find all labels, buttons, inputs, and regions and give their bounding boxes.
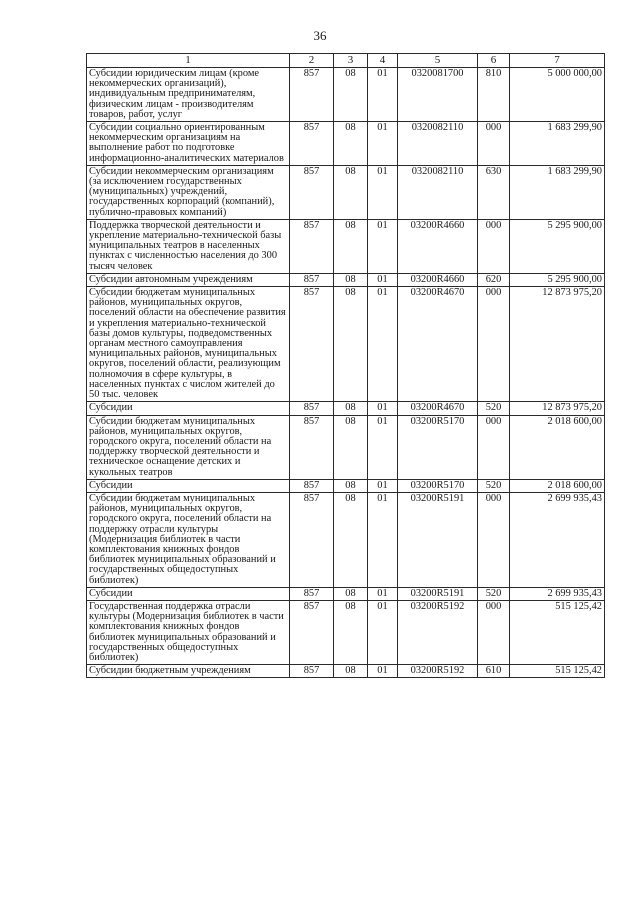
- code-subsection: 01: [368, 122, 398, 166]
- code-section: 08: [334, 165, 368, 219]
- column-header: 4: [368, 54, 398, 68]
- amount: 1 683 299,90: [510, 122, 605, 166]
- code-target: 03200R4660: [398, 273, 478, 286]
- code-expense-type: 000: [478, 492, 510, 587]
- code-expense-type: 520: [478, 587, 510, 600]
- code-subsection: 01: [368, 492, 398, 587]
- code-target: 0320082110: [398, 165, 478, 219]
- code-section: 08: [334, 287, 368, 402]
- code-section: 08: [334, 68, 368, 122]
- amount: 2 018 600,00: [510, 415, 605, 479]
- code-subsection: 01: [368, 402, 398, 415]
- code-ministry: 857: [290, 600, 334, 664]
- code-subsection: 01: [368, 219, 398, 273]
- amount: 5 000 000,00: [510, 68, 605, 122]
- table-row: [87, 122, 605, 166]
- code-section: 08: [334, 273, 368, 286]
- table-row: [87, 665, 605, 678]
- row-name: Субсидии бюджетным учреждениям: [87, 665, 290, 678]
- code-section: 08: [334, 665, 368, 678]
- code-subsection: 01: [368, 600, 398, 664]
- amount: 2 699 935,43: [510, 587, 605, 600]
- amount: 5 295 900,00: [510, 273, 605, 286]
- code-subsection: 01: [368, 479, 398, 492]
- row-name: Субсидии автономным учреждениям: [87, 273, 290, 286]
- code-subsection: 01: [368, 415, 398, 479]
- amount: 1 683 299,90: [510, 165, 605, 219]
- code-ministry: 857: [290, 665, 334, 678]
- column-header: 2: [290, 54, 334, 68]
- table-row: [87, 600, 605, 664]
- code-target: 03200R5191: [398, 587, 478, 600]
- code-section: 08: [334, 587, 368, 600]
- amount: 515 125,42: [510, 665, 605, 678]
- row-name: Субсидии некоммерческим организациям (за исключением государственных (муниципальных) учреждений, государственных корпораций (компаний), публично-правовых компаний): [87, 165, 290, 219]
- code-ministry: 857: [290, 219, 334, 273]
- code-ministry: 857: [290, 479, 334, 492]
- code-expense-type: 000: [478, 122, 510, 166]
- table-row: [87, 219, 605, 273]
- column-header: 6: [478, 54, 510, 68]
- row-name: Государственная поддержка отрасли культуры (Модернизация библиотек в части комплектования книжных фондов библиотек муниципальных образований и государственных общедоступных библиотек): [87, 600, 290, 664]
- code-expense-type: 620: [478, 273, 510, 286]
- code-expense-type: 810: [478, 68, 510, 122]
- code-subsection: 01: [368, 68, 398, 122]
- code-expense-type: 520: [478, 479, 510, 492]
- code-section: 08: [334, 492, 368, 587]
- column-header: 7: [510, 54, 605, 68]
- code-ministry: 857: [290, 165, 334, 219]
- row-name: Субсидии бюджетам муниципальных районов, муниципальных округов, поселений области на обеспечение развития и укрепления материально-технической базы домов культуры, подведомственных органам местного самоуправления муниципальных районов, муниципальных округов, поселений области, реализующим полномочия в сфере культуры, в населенных пунктах с числом жителей до 50 тыс. человек: [87, 287, 290, 402]
- code-target: 03200R5191: [398, 492, 478, 587]
- code-ministry: 857: [290, 415, 334, 479]
- code-ministry: 857: [290, 587, 334, 600]
- table-row: [87, 479, 605, 492]
- amount: 5 295 900,00: [510, 219, 605, 273]
- column-header: 1: [87, 54, 290, 68]
- code-section: 08: [334, 219, 368, 273]
- page-number: 36: [313, 28, 327, 43]
- code-ministry: 857: [290, 122, 334, 166]
- code-target: 0320081700: [398, 68, 478, 122]
- code-section: 08: [334, 402, 368, 415]
- code-subsection: 01: [368, 165, 398, 219]
- code-expense-type: 520: [478, 402, 510, 415]
- table-row: [87, 415, 605, 479]
- row-name: Поддержка творческой деятельности и укрепление материально-технической базы муниципальных театров в населенных пунктах с численностью населения до 300 тысяч человек: [87, 219, 290, 273]
- row-name: Субсидии бюджетам муниципальных районов, муниципальных округов, городского округа, поселений области на поддержку отрасли культуры (Модернизация библиотек в части комплектования книжных фондов библиотек муниципальных образований и государственных общедоступных библиотек): [87, 492, 290, 587]
- code-subsection: 01: [368, 287, 398, 402]
- code-target: 03200R5192: [398, 600, 478, 664]
- column-header: 5: [398, 54, 478, 68]
- code-expense-type: 000: [478, 287, 510, 402]
- code-ministry: 857: [290, 287, 334, 402]
- budget-table: [86, 53, 605, 678]
- table-row: [87, 402, 605, 415]
- table-row: [87, 68, 605, 122]
- code-ministry: 857: [290, 492, 334, 587]
- code-ministry: 857: [290, 402, 334, 415]
- code-subsection: 01: [368, 665, 398, 678]
- code-target: 03200R4670: [398, 402, 478, 415]
- code-target: 03200R5170: [398, 415, 478, 479]
- table-row: [87, 587, 605, 600]
- amount: 12 873 975,20: [510, 287, 605, 402]
- table-row: [87, 287, 605, 402]
- code-ministry: 857: [290, 68, 334, 122]
- code-expense-type: 000: [478, 600, 510, 664]
- code-target: 03200R5170: [398, 479, 478, 492]
- amount: 12 873 975,20: [510, 402, 605, 415]
- row-name: Субсидии социально ориентированным некоммерческим организациям на выполнение работ по подготовке информационно-аналитических материалов: [87, 122, 290, 166]
- code-target: 03200R5192: [398, 665, 478, 678]
- code-section: 08: [334, 600, 368, 664]
- code-subsection: 01: [368, 587, 398, 600]
- column-header: 3: [334, 54, 368, 68]
- row-name: Субсидии: [87, 587, 290, 600]
- header-row: [87, 54, 605, 68]
- code-subsection: 01: [368, 273, 398, 286]
- code-expense-type: 630: [478, 165, 510, 219]
- table-row: [87, 165, 605, 219]
- row-name: Субсидии: [87, 479, 290, 492]
- amount: 2 699 935,43: [510, 492, 605, 587]
- table-row: [87, 273, 605, 286]
- row-name: Субсидии: [87, 402, 290, 415]
- code-ministry: 857: [290, 273, 334, 286]
- code-section: 08: [334, 415, 368, 479]
- code-section: 08: [334, 122, 368, 166]
- table-row: [87, 492, 605, 587]
- row-name: Субсидии юридическим лицам (кроме некоммерческих организаций), индивидуальным предпринимателям, физическим лицам - производителям товаров, работ, услуг: [87, 68, 290, 122]
- row-name: Субсидии бюджетам муниципальных районов, муниципальных округов, городского округа, поселений области на поддержку творческой деятельности и техническое оснащение детских и кукольных театров: [87, 415, 290, 479]
- code-target: 0320082110: [398, 122, 478, 166]
- code-target: 03200R4660: [398, 219, 478, 273]
- code-expense-type: 000: [478, 415, 510, 479]
- code-section: 08: [334, 479, 368, 492]
- code-expense-type: 000: [478, 219, 510, 273]
- amount: 2 018 600,00: [510, 479, 605, 492]
- code-target: 03200R4670: [398, 287, 478, 402]
- code-expense-type: 610: [478, 665, 510, 678]
- amount: 515 125,42: [510, 600, 605, 664]
